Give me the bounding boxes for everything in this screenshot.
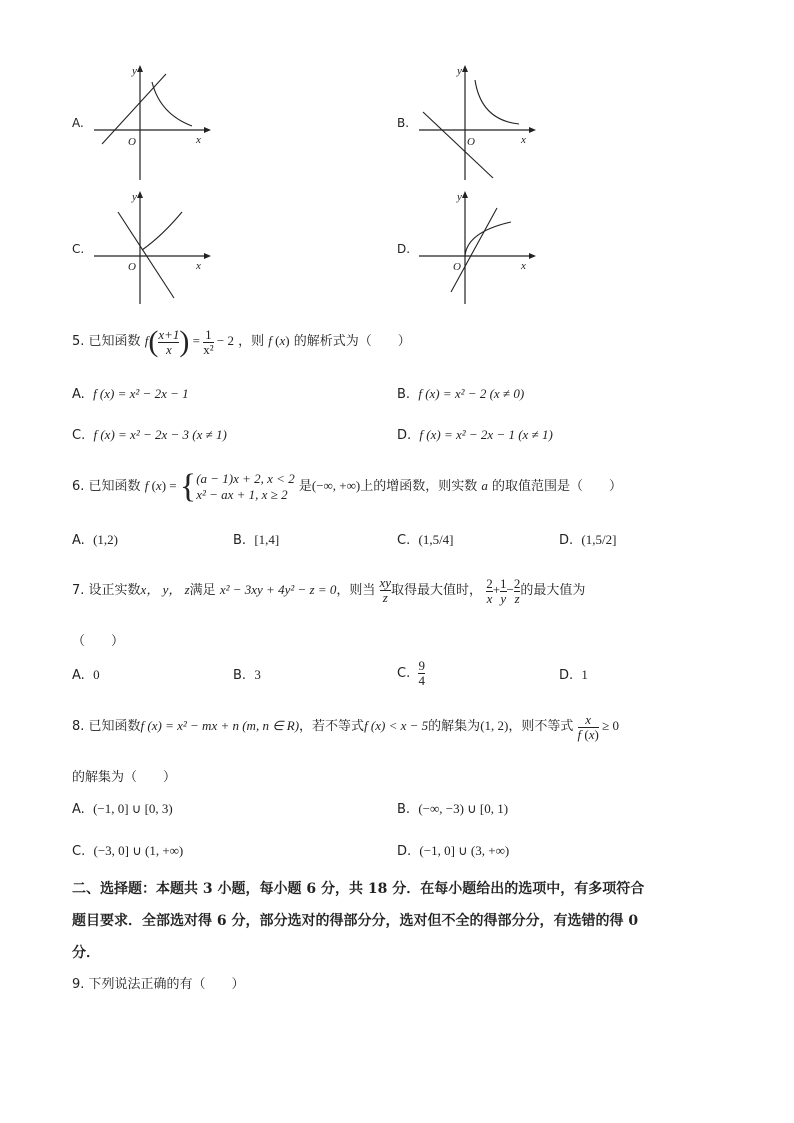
option-text: (−1, 0] ∪ (3, +∞) (419, 843, 510, 858)
y-axis-arrow (137, 65, 143, 72)
q5-stem (72, 322, 411, 361)
q5-option-b[interactable] (397, 386, 524, 402)
graph-d (415, 186, 545, 306)
q6-suffix: 上的增函数，则实数 (360, 479, 478, 494)
q8-prefix: 8. 已知函数 (72, 719, 141, 734)
x-axis-arrow (204, 253, 211, 259)
q6-piece-2: x² − ax + 1, x ≥ 2 (196, 487, 288, 503)
option-text: (1,2) (93, 532, 118, 547)
option-text: (−∞, −3) ∪ [0, 1) (418, 801, 509, 816)
x-axis-arrow (204, 127, 211, 133)
q7-option-a[interactable] (72, 667, 100, 683)
y-axis-arrow (462, 191, 468, 198)
q8-mid3: ，则不等式 (508, 719, 574, 734)
q5-prefix: 5. 已知函数 (72, 334, 141, 349)
y-label: y (132, 191, 137, 203)
y-axis-arrow (137, 191, 143, 198)
x-label: x (196, 134, 201, 146)
q7-mid: ，则当 (336, 583, 376, 598)
q6-prefix: 6. 已知函数 (72, 479, 141, 494)
q7-frac-xy-z: $\frac{xy}{z}$ (379, 575, 392, 605)
q5-option-a[interactable] (72, 386, 189, 402)
x-axis-arrow (529, 127, 536, 133)
q8-frac-ineq: $\frac{x}{f (x)}$ ≥ 0 (577, 711, 619, 742)
origin-label: O (128, 261, 136, 273)
option-label: B. (233, 533, 247, 548)
q6-option-a[interactable] (72, 532, 118, 548)
option-label: A. (72, 668, 85, 683)
q6-var: a (481, 478, 488, 493)
q8-stem (72, 706, 619, 747)
option-label: B. (397, 802, 411, 817)
q7-vars: x， y， z (140, 582, 190, 597)
q8-option-b[interactable] (397, 801, 508, 817)
option-text: f (x) = x² − 2x − 1 (93, 386, 189, 401)
q6-interval: (−∞, +∞) (311, 478, 361, 493)
origin-label: O (128, 136, 136, 148)
option-text: (1,5/2] (581, 532, 617, 547)
section2-line1: 二、选择题：本题共 3 小题，每小题 6 分，共 18 分．在每小题给出的选项中，有多项符合 (72, 881, 645, 897)
origin-label: O (453, 261, 461, 273)
graph-c-label: C. (72, 242, 85, 256)
q6-piece-1: (a − 1)x + 2, x < 2 (196, 470, 295, 486)
q7-cond: x² − 3xy + 4y² − z = 0 (219, 582, 337, 597)
option-text: $\frac{9}{4}$ (418, 658, 425, 688)
q6-suffix2: 的取值范围是（ ） (492, 479, 623, 494)
origin-label: O (467, 136, 475, 148)
line-graph (102, 74, 166, 144)
graph-a (90, 60, 220, 182)
q7-mid2: 取得最大值时， (391, 583, 483, 598)
q8-line2: 的解集为（ ） (72, 770, 177, 785)
option-label: A. (72, 802, 85, 817)
q8-ineq: f (x) < x − 5 (364, 718, 429, 733)
curve-graph (152, 82, 192, 126)
section2-line3: 分． (72, 945, 100, 961)
q5-equation: f( $\frac{x+1}{x}$ ) = $\frac{1}{\text{x²}}$ − 2 (144, 325, 234, 359)
option-label: C. (397, 533, 411, 548)
curve-graph (142, 212, 182, 250)
option-label: C. (72, 844, 86, 859)
q8-option-c[interactable] (72, 843, 183, 859)
q6-mid: 是 (298, 479, 312, 494)
q8-func: f (x) = x² − mx + n (m, n ∈ R) (140, 718, 300, 733)
graph-b (415, 60, 545, 182)
q8-option-d[interactable] (397, 843, 509, 859)
q5-option-d[interactable] (397, 427, 553, 443)
q7-expr: $\frac{2}{x}$ + $\frac{1}{y}$ − $\frac{2}{z}$ (486, 575, 521, 606)
y-label: y (457, 65, 462, 77)
q7-paren: （ ） (72, 634, 125, 649)
curve-graph (475, 80, 519, 124)
q7-stem (72, 570, 585, 611)
graph-a-label: A. (72, 116, 84, 130)
q7-option-b[interactable] (233, 667, 261, 683)
x-label: x (521, 134, 526, 146)
x-label: x (196, 260, 201, 272)
q8-interval: (1, 2) (480, 718, 509, 733)
option-text: (1,5/4] (418, 532, 454, 547)
q7-suffix: 的最大值为 (520, 583, 586, 598)
option-text: f (x) = x² − 2x − 1 (x ≠ 1) (419, 427, 553, 442)
y-label: y (132, 65, 137, 77)
option-label: B. (397, 387, 411, 402)
line-graph (451, 208, 497, 292)
option-label: D. (397, 428, 412, 443)
q5-func-ref: f (x) (268, 333, 290, 348)
line-graph (118, 212, 174, 298)
q5-mid: ，则 (238, 334, 265, 349)
q8-option-a[interactable] (72, 801, 173, 817)
q6-option-d[interactable] (559, 532, 616, 548)
q8-mid2: 的解集为 (428, 719, 481, 734)
section2-line2: 题目要求．全部选对得 6 分，部分选对的得部分分，选对但不全的得部分分，有选错的得 0 (72, 913, 639, 929)
option-text: [1,4] (254, 532, 280, 547)
q5-option-c[interactable] (72, 427, 227, 443)
q8-mid: ，若不等式 (299, 719, 365, 734)
q9-stem: 9. 下列说法正确的有（ ） (72, 977, 245, 992)
option-label: C. (72, 428, 86, 443)
q7-cond-intro: 满足 (189, 583, 216, 598)
q6-option-c[interactable] (397, 532, 454, 548)
x-label: x (521, 260, 526, 272)
x-axis-arrow (529, 253, 536, 259)
option-label: C. (397, 666, 411, 681)
option-text: 0 (93, 667, 100, 682)
option-label: A. (72, 387, 85, 402)
y-label: y (457, 191, 462, 203)
option-label: D. (559, 533, 574, 548)
q6-option-b[interactable] (233, 532, 279, 548)
q6-piecewise: f (x) = { (a − 1)x + 2, x < 2 x² − ax + 1, x ≥ 2 (144, 468, 295, 506)
q7-option-c[interactable] (397, 656, 425, 692)
graph-c (90, 186, 220, 306)
graph-d-label: D. (397, 242, 411, 256)
y-axis-arrow (462, 65, 468, 72)
q7-prefix: 7. 设正实数 (72, 583, 141, 598)
line-graph (423, 112, 493, 178)
option-label: B. (233, 668, 247, 683)
option-text: 1 (581, 667, 588, 682)
option-text: 3 (254, 667, 261, 682)
option-label: D. (397, 844, 412, 859)
option-text: f (x) = x² − 2x − 3 (x ≠ 1) (93, 427, 227, 442)
option-text: (−3, 0] ∪ (1, +∞) (93, 843, 184, 858)
graph-b-label: B. (397, 116, 410, 130)
q6-stem (72, 463, 622, 510)
q5-suffix: 的解析式为（ ） (293, 334, 411, 349)
curve-graph (465, 222, 511, 256)
option-text: (−1, 0] ∪ [0, 3) (93, 801, 173, 816)
option-label: D. (559, 668, 574, 683)
option-text: f (x) = x² − 2 (x ≠ 0) (418, 386, 525, 401)
option-label: A. (72, 533, 85, 548)
q7-option-d[interactable] (559, 667, 588, 683)
